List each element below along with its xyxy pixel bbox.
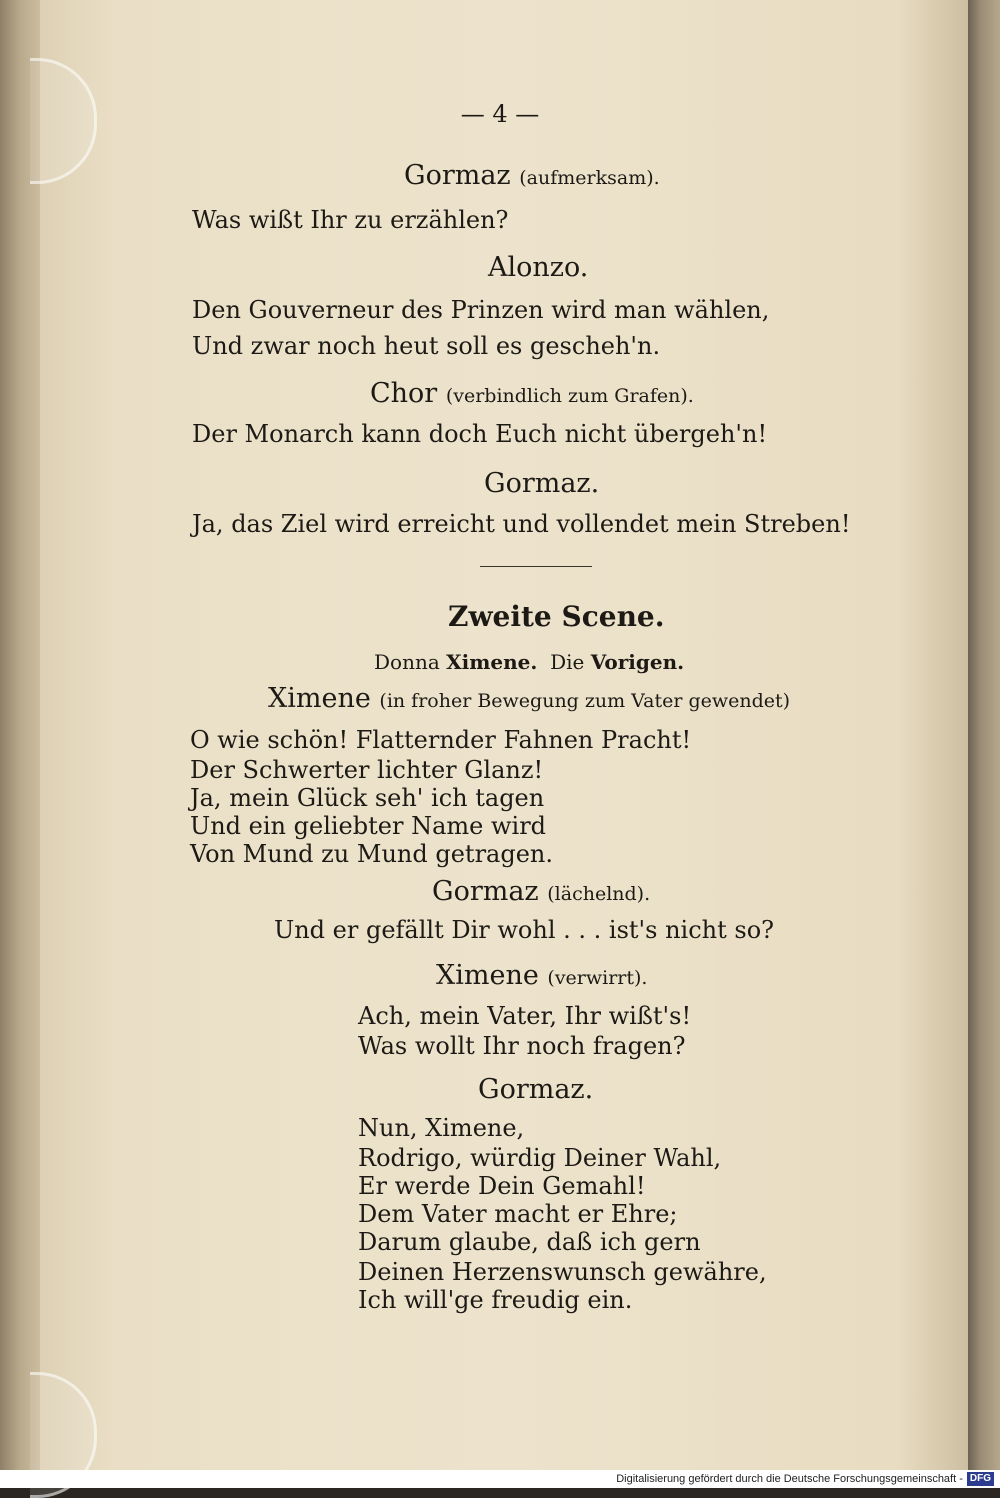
verse-line: Der Monarch kann doch Euch nicht übergeh'n!: [192, 420, 768, 448]
speaker-heading: [370, 378, 694, 409]
verse-line: Und ein geliebter Name wird: [190, 812, 547, 840]
speaker-name: Gormaz: [404, 160, 511, 191]
stage-direction: (in froher Bewegung zum Vater gewendet): [379, 690, 791, 712]
verse-line: Von Mund zu Mund getragen.: [190, 840, 553, 868]
verse-line: Dem Vater macht er Ehre;: [358, 1200, 678, 1228]
verse-line: Ach, mein Vater, Ihr wißt's!: [358, 1002, 692, 1030]
verse-line: Was wißt Ihr zu erzählen?: [192, 206, 509, 234]
stage-direction: (lächelnd).: [547, 883, 651, 905]
speaker-name: Alonzo.: [488, 252, 589, 283]
verse-line: Ich will'ge freudig ein.: [358, 1286, 633, 1314]
verse-line: Ja, das Ziel wird erreicht und vollendet mein Streben!: [192, 510, 851, 538]
speaker-name: Gormaz.: [478, 1074, 594, 1105]
speaker-name: Gormaz.: [484, 468, 600, 499]
speaker-name: Chor: [370, 378, 438, 409]
verse-line: Den Gouverneur des Prinzen wird man wählen,: [192, 296, 770, 324]
stage-direction: (aufmerksam).: [519, 167, 660, 189]
cast-list: [374, 650, 684, 674]
verse-line: Rodrigo, würdig Deiner Wahl,: [358, 1144, 722, 1172]
speaker-name: Gormaz: [432, 876, 539, 907]
verse-line: Der Schwerter lichter Glanz!: [190, 756, 544, 784]
page-right-edge: [968, 0, 1000, 1470]
verse-line: Und er gefällt Dir wohl . . . ist's nicht so?: [274, 916, 775, 944]
speaker-heading: [432, 876, 650, 907]
verse-line: Nun, Ximene,: [358, 1114, 525, 1142]
dfg-logo: DFG: [967, 1472, 994, 1486]
stage-direction: (verwirrt).: [547, 967, 648, 989]
speaker-name: Ximene: [436, 960, 539, 991]
book-spine-shadow: [0, 0, 40, 1470]
cast-name: Vorigen.: [590, 650, 685, 674]
verse-line: Und zwar noch heut soll es gescheh'n.: [192, 332, 661, 360]
speaker-name: Ximene: [268, 683, 371, 714]
verse-line: Was wollt Ihr noch fragen?: [358, 1032, 686, 1060]
verse-line: Deinen Herzenswunsch gewähre,: [358, 1258, 767, 1286]
stage-direction: (verbindlich zum Grafen).: [445, 385, 694, 407]
cast-word: Die: [550, 650, 585, 674]
verse-line: O wie schön! Flatternder Fahnen Pracht!: [190, 726, 692, 754]
verse-line: Darum glaube, daß ich gern: [358, 1228, 701, 1256]
cast-name: Ximene.: [446, 650, 538, 674]
speaker-heading: [404, 160, 660, 191]
speaker-heading: [268, 683, 790, 714]
digitization-footer: [0, 1470, 1000, 1488]
speaker-heading: [436, 960, 647, 991]
page-number: — 4 —: [460, 100, 540, 128]
footer-credit-text: Digitalisierung gefördert durch die Deutsche Forschungsgemeinschaft -: [616, 1473, 963, 1485]
verse-line: Ja, mein Glück seh' ich tagen: [190, 784, 545, 812]
scene-title: Zweite Scene.: [448, 600, 665, 633]
verse-line: Er werde Dein Gemahl!: [358, 1172, 646, 1200]
cast-word: Donna: [374, 650, 440, 674]
section-divider: [480, 566, 592, 567]
